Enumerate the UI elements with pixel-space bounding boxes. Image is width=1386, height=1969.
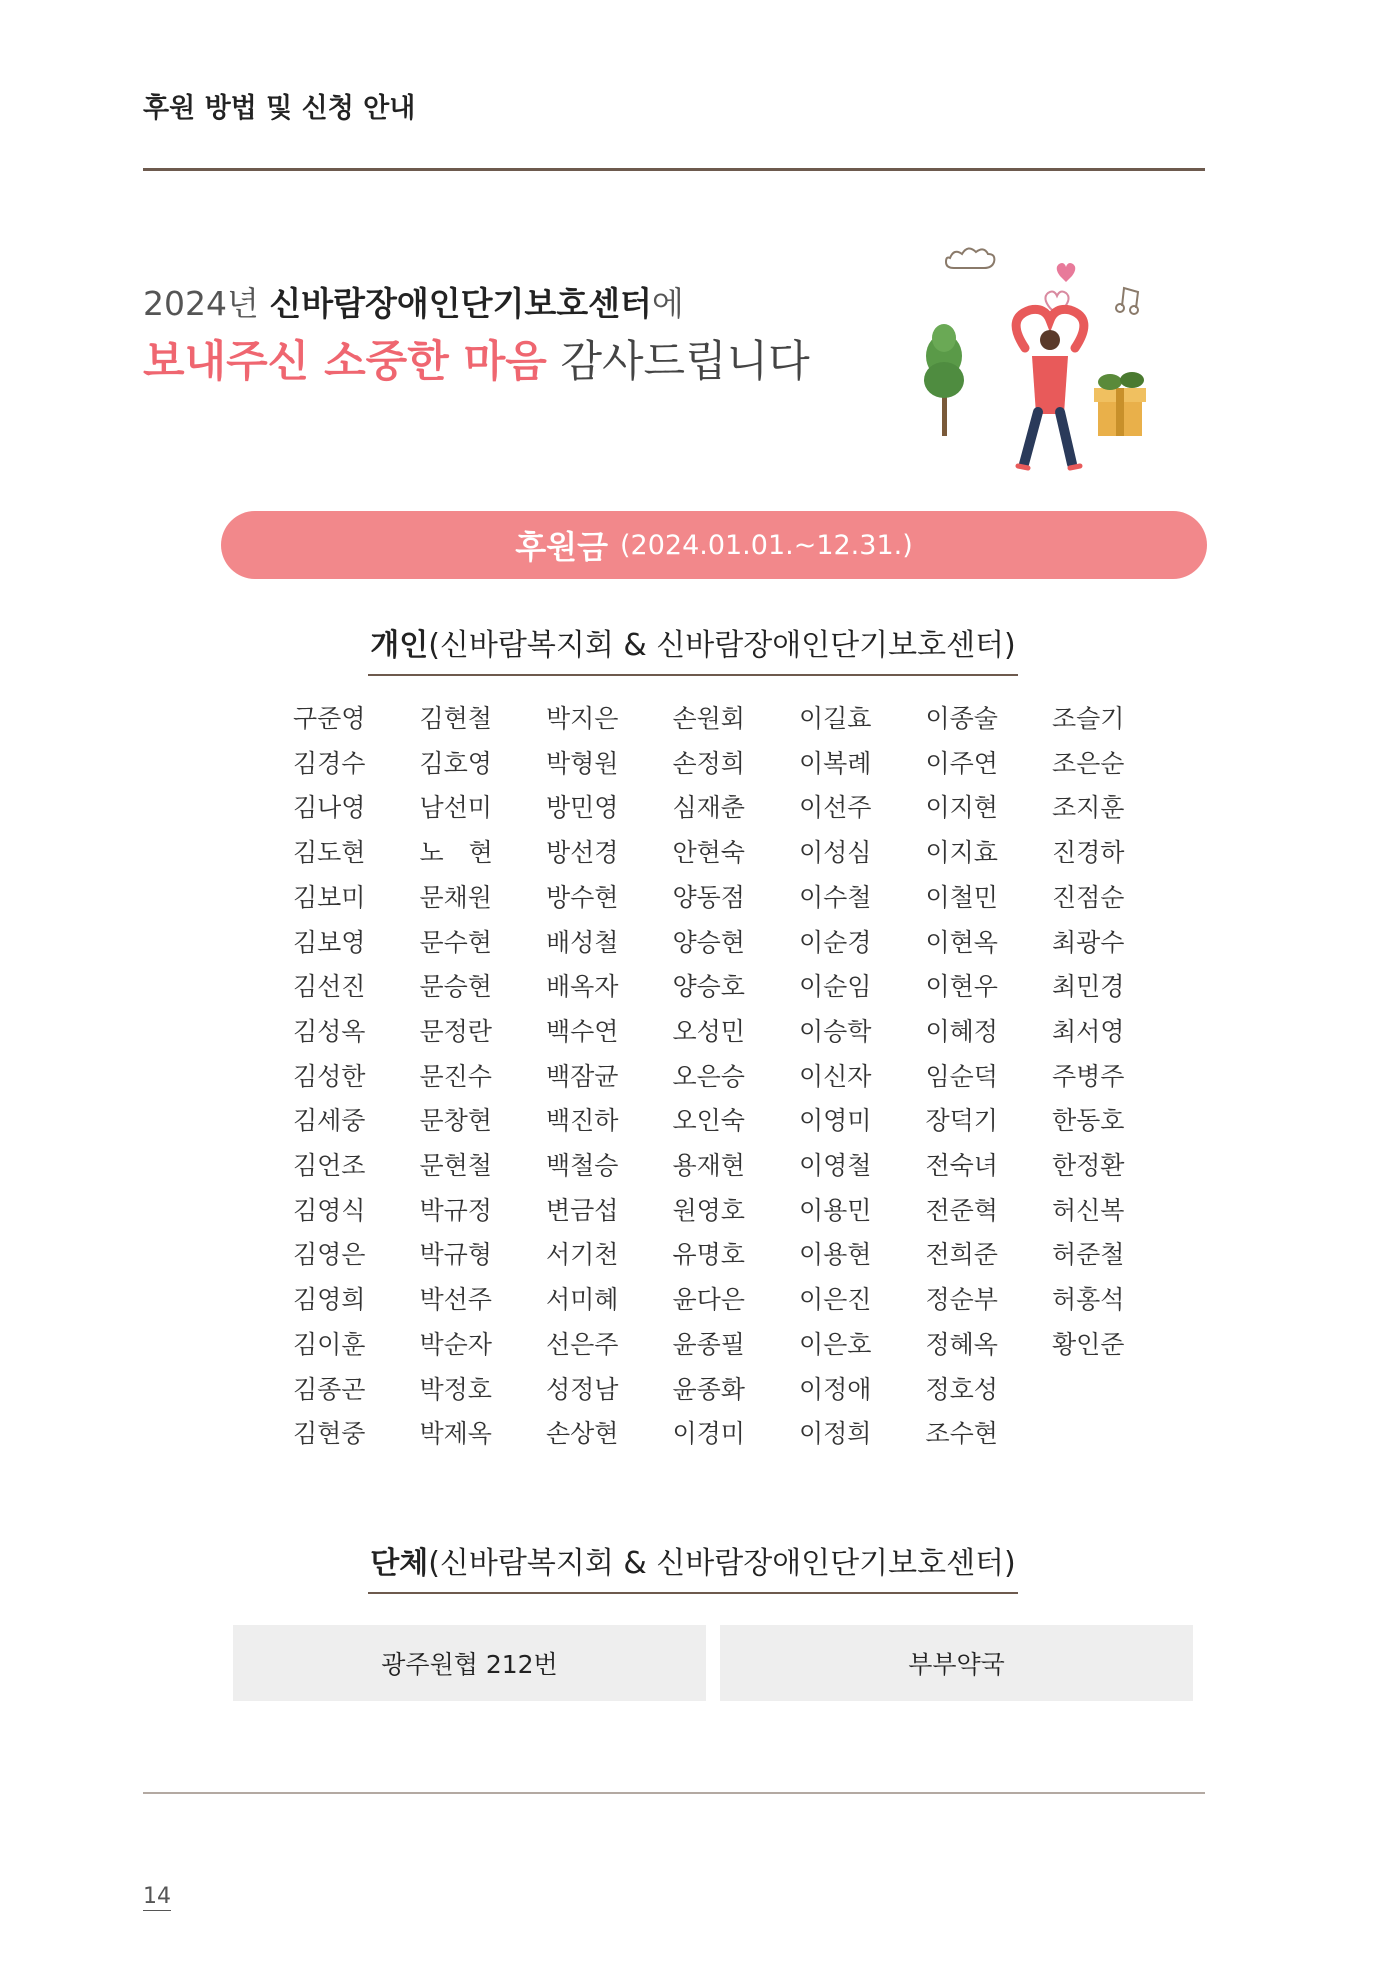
donor-name: 이선주 bbox=[799, 793, 872, 823]
donor-name: 이성심 bbox=[799, 838, 872, 868]
donor-name: 전준혁 bbox=[925, 1195, 998, 1225]
donor-name: 김영은 bbox=[293, 1240, 366, 1270]
group-donor-box: 광주원협 212번 bbox=[233, 1625, 706, 1701]
donor-name: 이은호 bbox=[799, 1329, 872, 1359]
donor-name: 박규형 bbox=[419, 1240, 492, 1270]
donor-name: 백수연 bbox=[546, 1016, 619, 1046]
banner-period: (2024.01.01.~12.31.) bbox=[620, 529, 913, 561]
donor-name: 원영호 bbox=[672, 1195, 745, 1225]
donor-name: 김세중 bbox=[293, 1106, 366, 1136]
donor-name: 문현철 bbox=[419, 1151, 492, 1180]
donor-name: 이수철 bbox=[799, 882, 872, 912]
donor-name: 이지효 bbox=[925, 838, 998, 868]
donor-name: 배옥자 bbox=[546, 972, 619, 1002]
group-heading bbox=[0, 1538, 1386, 1594]
donor-name: 허신복 bbox=[1052, 1195, 1125, 1225]
intro-suffix: 에 bbox=[651, 284, 684, 323]
donor-name: 이승학 bbox=[799, 1016, 872, 1046]
donor-name: 전숙녀 bbox=[925, 1151, 998, 1180]
donor-name: 정혜옥 bbox=[925, 1329, 998, 1359]
donor-name: 이정희 bbox=[799, 1419, 872, 1449]
donor-name: 이영미 bbox=[799, 1106, 872, 1136]
header-divider bbox=[143, 168, 1205, 171]
cloud-icon bbox=[946, 248, 994, 268]
donor-name: 김보영 bbox=[293, 927, 366, 957]
donor-name: 오은승 bbox=[672, 1061, 745, 1091]
donor-name: 양동점 bbox=[672, 882, 745, 912]
donor-name: 허홍석 bbox=[1052, 1285, 1125, 1315]
donor-name: 박순자 bbox=[419, 1329, 492, 1359]
intro-line-2 bbox=[143, 328, 810, 389]
donor-name: 정순부 bbox=[925, 1285, 998, 1315]
donation-banner bbox=[221, 511, 1207, 579]
donor-name: 이지현 bbox=[925, 793, 998, 823]
donor-name: 서미혜 bbox=[546, 1285, 619, 1315]
donor-name: 이용민 bbox=[799, 1195, 872, 1225]
donor-name: 조은순 bbox=[1052, 748, 1125, 778]
donor-name: 김경수 bbox=[293, 748, 366, 778]
donor-name: 박지은 bbox=[546, 704, 619, 733]
person-heart-icon bbox=[1016, 309, 1084, 468]
donor-name: 문채원 bbox=[419, 882, 492, 912]
donor-name: 유명호 bbox=[672, 1240, 745, 1270]
donor-name: 이길효 bbox=[799, 704, 872, 733]
donor-name: 남선미 bbox=[419, 793, 492, 823]
donor-name: 주병주 bbox=[1052, 1061, 1125, 1091]
group-heading-label: 단체 bbox=[370, 1546, 429, 1581]
donor-name: 정호성 bbox=[925, 1374, 998, 1404]
donor-name: 양승호 bbox=[672, 972, 745, 1002]
donor-name: 이신자 bbox=[799, 1061, 872, 1091]
donor-name: 윤다은 bbox=[672, 1285, 745, 1315]
donor-name: 손정희 bbox=[672, 748, 745, 778]
donor-name: 장덕기 bbox=[925, 1106, 998, 1136]
donor-name: 최서영 bbox=[1052, 1016, 1125, 1046]
donor-name: 조슬기 bbox=[1052, 704, 1125, 733]
donor-name: 김보미 bbox=[293, 882, 366, 912]
donor-name: 이순경 bbox=[799, 927, 872, 957]
intro-thanks: 감사드립니다 bbox=[546, 337, 810, 387]
individual-heading bbox=[0, 620, 1386, 676]
donor-name: 손상현 bbox=[546, 1419, 619, 1449]
donor-name: 김현중 bbox=[293, 1419, 366, 1449]
footer-divider bbox=[143, 1792, 1205, 1794]
intro-center-name: 신바람장애인단기보호센터 bbox=[269, 284, 652, 323]
donor-name: 최민경 bbox=[1052, 972, 1125, 1002]
donor-name: 손원회 bbox=[672, 704, 745, 733]
donor-name: 윤종필 bbox=[672, 1329, 745, 1359]
donor-name: 박정호 bbox=[419, 1374, 492, 1404]
donor-name: 김영희 bbox=[293, 1285, 366, 1315]
donor-name: 이현옥 bbox=[925, 927, 998, 957]
donor-name: 이주연 bbox=[925, 748, 998, 778]
donor-name: 김언조 bbox=[293, 1151, 366, 1180]
donor-name: 한정환 bbox=[1052, 1151, 1125, 1180]
donor-name: 박제옥 bbox=[419, 1419, 492, 1449]
donor-name: 김이훈 bbox=[293, 1329, 366, 1359]
donor-name: 김선진 bbox=[293, 972, 366, 1002]
donor-name: 이순임 bbox=[799, 972, 872, 1002]
donor-name: 성정남 bbox=[546, 1374, 619, 1404]
donor-name: 이현우 bbox=[925, 972, 998, 1002]
donor-name: 양승현 bbox=[672, 927, 745, 957]
donor-name: 허준철 bbox=[1052, 1240, 1125, 1270]
donor-name: 박형원 bbox=[546, 748, 619, 778]
header-title: 후원 방법 및 신청 안내 bbox=[143, 93, 416, 124]
donor-name: 박선주 bbox=[419, 1285, 492, 1315]
donor-name: 진경하 bbox=[1052, 838, 1125, 868]
tree-icon bbox=[924, 324, 964, 436]
group-heading-org: (신바람복지회 & 신바람장애인단기보호센터) bbox=[428, 1546, 1016, 1581]
donor-name: 심재춘 bbox=[672, 793, 745, 823]
donor-name: 임순덕 bbox=[925, 1061, 998, 1091]
donor-name: 이은진 bbox=[799, 1285, 872, 1315]
thanks-illustration bbox=[900, 228, 1180, 488]
donor-name: 황인준 bbox=[1052, 1329, 1125, 1359]
donor-name: 백진하 bbox=[546, 1106, 619, 1136]
donor-name: 백잠균 bbox=[546, 1061, 619, 1091]
donor-name: 방민영 bbox=[546, 793, 619, 823]
individual-heading-org: (신바람복지회 & 신바람장애인단기보호센터) bbox=[428, 628, 1016, 663]
donor-name: 서기천 bbox=[546, 1240, 619, 1270]
gift-box-icon bbox=[1094, 372, 1146, 436]
donor-name: 이종술 bbox=[925, 704, 998, 733]
donor-name: 문승현 bbox=[419, 972, 492, 1002]
donor-name: 오성민 bbox=[672, 1016, 745, 1046]
donor-name: 김도현 bbox=[293, 838, 366, 868]
donor-name: 구준영 bbox=[293, 704, 366, 733]
donor-name: 김현철 bbox=[419, 704, 492, 733]
donor-name: 김종곤 bbox=[293, 1374, 366, 1404]
donor-name: 한동호 bbox=[1052, 1106, 1125, 1136]
donor-name: 방선경 bbox=[546, 838, 619, 868]
donor-name: 김호영 bbox=[419, 748, 492, 778]
donor-name: 백철승 bbox=[546, 1151, 619, 1180]
intro-line-1 bbox=[143, 278, 684, 325]
banner-label: 후원금 bbox=[515, 528, 608, 566]
individual-heading-label: 개인 bbox=[370, 628, 429, 663]
donor-name: 윤종화 bbox=[672, 1374, 745, 1404]
intro-year: 2024년 bbox=[143, 284, 270, 323]
donor-name: 이정애 bbox=[799, 1374, 872, 1404]
donor-name: 이복례 bbox=[799, 748, 872, 778]
donor-name: 전희준 bbox=[925, 1240, 998, 1270]
donor-name: 이영철 bbox=[799, 1151, 872, 1180]
page-number: 14 bbox=[143, 1884, 171, 1909]
donor-name: 최광수 bbox=[1052, 927, 1125, 957]
donor-name: 용재현 bbox=[672, 1151, 745, 1180]
donor-name: 노 현 bbox=[419, 838, 493, 868]
donor-name: 진점순 bbox=[1052, 882, 1125, 912]
donor-name: 문진수 bbox=[419, 1061, 492, 1091]
donor-name: 조지훈 bbox=[1052, 793, 1125, 823]
donor-name: 이경미 bbox=[672, 1419, 745, 1449]
donor-name: 안현숙 bbox=[672, 838, 745, 868]
music-note-icon bbox=[1116, 288, 1138, 314]
donor-name: 김나영 bbox=[293, 793, 366, 823]
intro-highlight: 보내주신 소중한 마음 bbox=[143, 337, 547, 387]
donor-name: 이혜정 bbox=[925, 1016, 998, 1046]
donor-name: 김성옥 bbox=[293, 1016, 366, 1046]
donor-name: 조수현 bbox=[925, 1419, 998, 1449]
donor-name: 선은주 bbox=[546, 1329, 619, 1359]
donor-name: 문수현 bbox=[419, 927, 492, 957]
donor-name: 김성한 bbox=[293, 1061, 366, 1091]
donor-name: 문정란 bbox=[419, 1016, 492, 1046]
donor-name: 박규정 bbox=[419, 1195, 492, 1225]
donor-name: 김영식 bbox=[293, 1195, 366, 1225]
donor-name: 오인숙 bbox=[672, 1106, 745, 1136]
group-donor-box: 부부약국 bbox=[720, 1625, 1193, 1701]
donor-name: 문창현 bbox=[419, 1106, 492, 1136]
donor-name: 변금섭 bbox=[546, 1195, 619, 1225]
donor-name: 배성철 bbox=[546, 927, 619, 957]
donor-name: 이철민 bbox=[925, 882, 998, 912]
donor-name: 방수현 bbox=[546, 882, 619, 912]
donor-name: 이용현 bbox=[799, 1240, 872, 1270]
